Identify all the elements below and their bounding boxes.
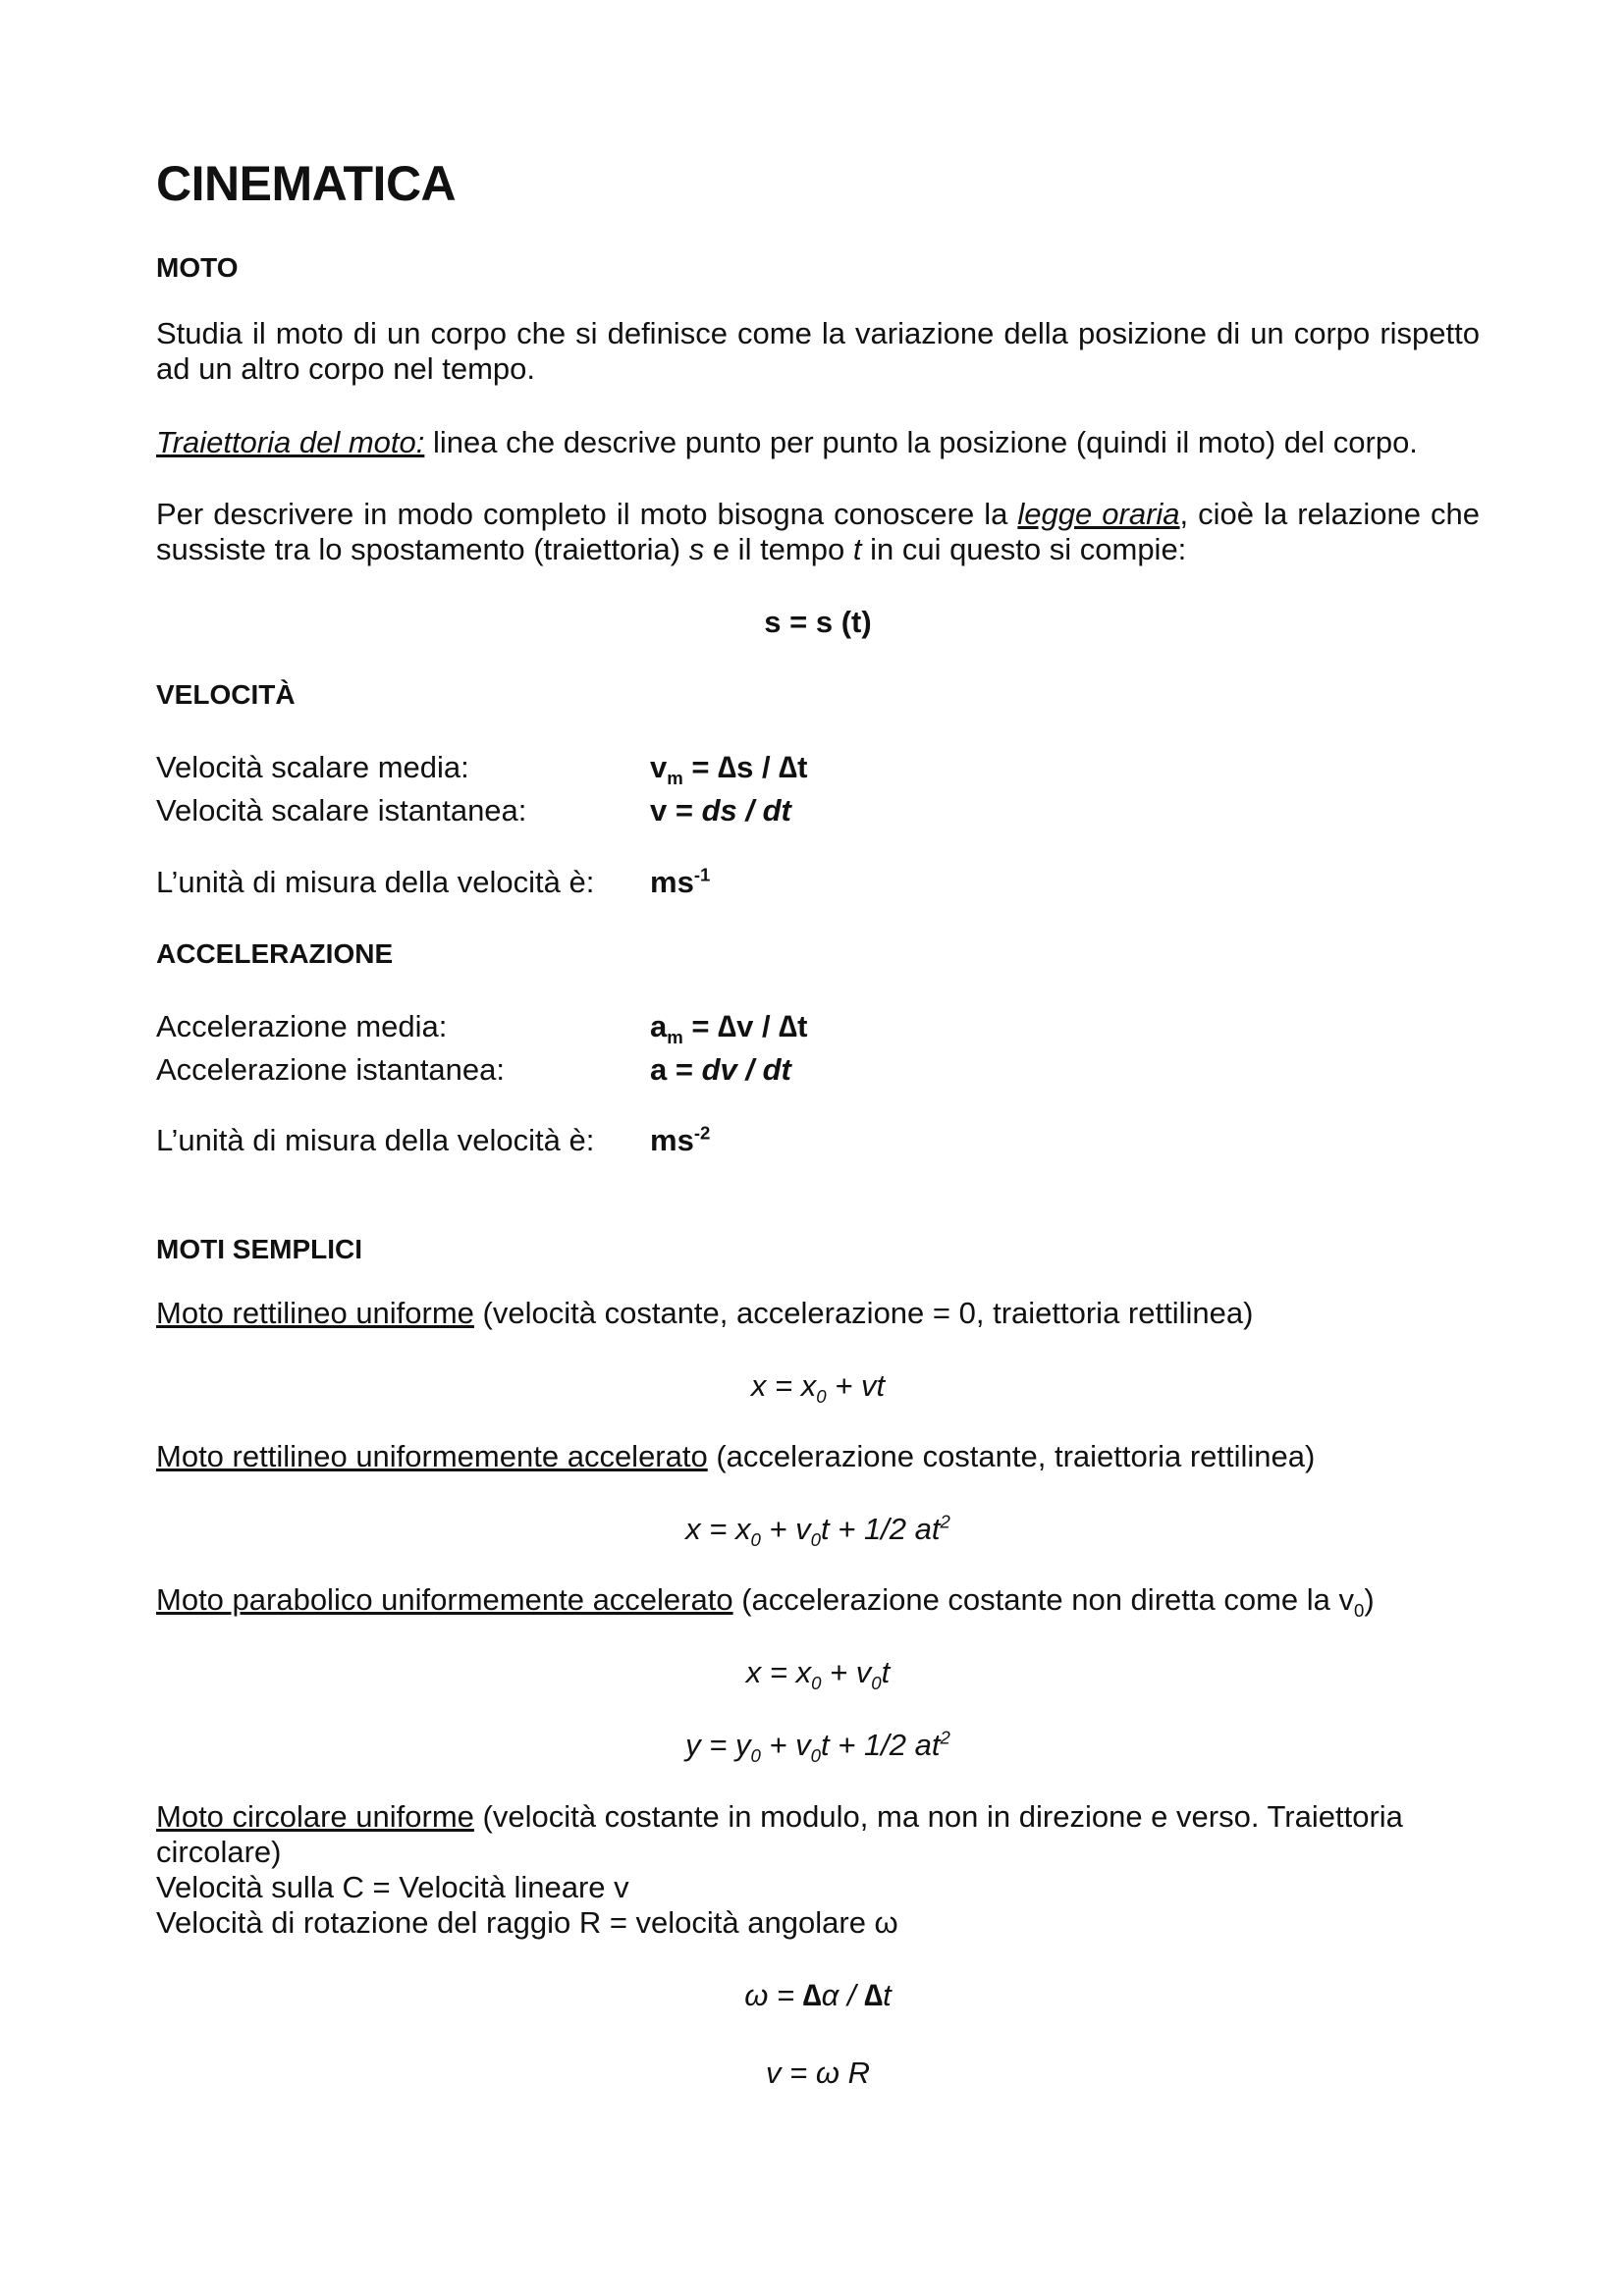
formula-v: v xyxy=(650,750,668,784)
moto-rettilineo-accelerato-formula xyxy=(156,1511,1480,1551)
moto-parabolico-line xyxy=(156,1582,1375,1622)
traiettoria-paragraph xyxy=(156,425,1418,460)
moto-parabolico-formula-x xyxy=(156,1655,1480,1694)
formula-sup: 2 xyxy=(940,1727,950,1748)
moto-rettilineo-accelerato-line xyxy=(156,1439,1315,1474)
legge-text-mid1: , cioè la relazione che sussiste tra lo spostamento (traiettoria) xyxy=(156,497,1481,566)
moto-type-label: Moto circolare uniforme xyxy=(156,1799,474,1834)
formula-rest: = ∆s / ∆t xyxy=(682,750,808,784)
moto-intro-paragraph: Studia il moto di un corpo che si definisce come la variazione della posizione di un corpo rispetto ad un altro corpo nel tempo. xyxy=(156,316,1480,386)
legge-var-s: s xyxy=(688,532,705,566)
legge-var-t: t xyxy=(852,532,862,566)
formula-sub-m: m xyxy=(667,768,683,789)
moto-type-description: (velocità costante in modulo, ma non in direzione e verso. Traiettoria circolare) xyxy=(156,1799,1403,1869)
velocita-angolare-line: Velocità di rotazione del raggio R = velocità angolare ω xyxy=(156,1905,898,1940)
velocita-istantanea-label: Velocità scalare istantanea: xyxy=(156,793,527,828)
formula-sub-m: m xyxy=(667,1027,683,1048)
accelerazione-unit-label: L’unità di misura della velocità è: xyxy=(156,1123,595,1157)
formula-sup: 2 xyxy=(940,1511,950,1532)
unit-base: ms xyxy=(650,865,694,899)
velocita-unit-value xyxy=(650,865,710,900)
description-end: ) xyxy=(1364,1582,1375,1617)
formula-pre: v = xyxy=(650,793,702,828)
section-heading-moto: MOTO xyxy=(156,252,239,283)
formula-part: + v xyxy=(821,1655,872,1689)
formula-sub: 0 xyxy=(750,1745,761,1767)
legge-text-mid2: e il tempo xyxy=(704,532,853,566)
formula-part: x = x xyxy=(685,1512,751,1546)
formula-part: + vt xyxy=(826,1368,886,1403)
v-omega-r-formula: v = ω R xyxy=(766,2056,870,2090)
moto-type-label: Moto parabolico uniformemente accelerato xyxy=(156,1582,733,1617)
velocita-media-formula xyxy=(650,750,808,789)
formula-sub: 0 xyxy=(811,1673,822,1694)
velocita-unit-label: L’unità di misura della velocità è: xyxy=(156,865,595,899)
formula-part: x = x xyxy=(745,1655,812,1689)
formula-part: + v xyxy=(760,1728,811,1762)
formula-sub: 0 xyxy=(816,1386,827,1408)
moto-type-description: (accelerazione costante non diretta come la v xyxy=(732,1582,1354,1617)
legge-oraria-term: legge oraria xyxy=(1017,497,1180,531)
formula-part: α / xyxy=(821,1978,865,2012)
page-title: CINEMATICA xyxy=(156,156,457,211)
accelerazione-media-label: Accelerazione media: xyxy=(156,1009,448,1043)
formula-delta: ∆ xyxy=(864,1978,884,2012)
velocita-lineare-line: Velocità sulla C = Velocità lineare v xyxy=(156,1870,629,1904)
formula-sub: 0 xyxy=(810,1745,821,1767)
formula-part: y = y xyxy=(685,1728,751,1762)
moto-circolare-paragraph xyxy=(156,1799,1480,1870)
formula-sub: 0 xyxy=(810,1529,821,1551)
formula-derivative: ds / dt xyxy=(701,793,791,828)
unit-exponent: -1 xyxy=(693,864,711,885)
formula-part: t + 1/2 at xyxy=(821,1512,941,1546)
accelerazione-istantanea-label: Accelerazione istantanea: xyxy=(156,1052,506,1087)
section-heading-velocita: VELOCITÀ xyxy=(156,679,296,710)
formula-delta: ∆ xyxy=(802,1978,822,2012)
legge-oraria-paragraph xyxy=(156,497,1480,567)
formula-sub: 0 xyxy=(750,1529,761,1551)
description-sub: 0 xyxy=(1354,1600,1365,1622)
accelerazione-media-formula xyxy=(650,1009,808,1048)
moto-rettilineo-uniforme-formula xyxy=(156,1368,1480,1408)
formula-part: t xyxy=(881,1655,891,1689)
formula-part: x = x xyxy=(750,1368,817,1403)
formula-part: + v xyxy=(760,1512,811,1546)
formula-pre: a = xyxy=(650,1052,702,1087)
moto-type-description: (accelerazione costante, traiettoria rettilinea) xyxy=(707,1439,1316,1473)
legge-text-pre: Per descrivere in modo completo il moto bisogna conoscere la xyxy=(156,497,1018,531)
formula-sub: 0 xyxy=(871,1673,882,1694)
unit-exponent: -2 xyxy=(693,1122,711,1144)
moto-type-label: Moto rettilineo uniforme xyxy=(156,1296,474,1330)
moto-type-description: (velocità costante, accelerazione = 0, traiettoria rettilinea) xyxy=(473,1296,1254,1330)
formula-rest: = ∆v / ∆t xyxy=(682,1009,808,1043)
legge-oraria-formula: s = s (t) xyxy=(764,605,872,639)
velocita-istantanea-formula xyxy=(650,793,791,828)
moto-parabolico-formula-y xyxy=(156,1727,1480,1767)
legge-text-post: in cui questo si compie: xyxy=(861,532,1187,566)
formula-derivative: dv / dt xyxy=(701,1052,791,1087)
moto-type-label: Moto rettilineo uniformemente accelerato xyxy=(156,1439,708,1473)
formula-part: t xyxy=(883,1978,892,2012)
omega-formula xyxy=(156,1978,1480,2013)
traiettoria-term: Traiettoria del moto: xyxy=(156,425,425,459)
moto-rettilineo-uniforme-line xyxy=(156,1296,1253,1331)
formula-part: ω = xyxy=(744,1978,803,2012)
formula-a: a xyxy=(650,1009,668,1043)
section-heading-accelerazione: ACCELERAZIONE xyxy=(156,938,394,969)
accelerazione-unit-value xyxy=(650,1123,710,1158)
unit-base: ms xyxy=(650,1123,694,1157)
formula-part: t + 1/2 at xyxy=(821,1728,941,1762)
traiettoria-definition: linea che descrive punto per punto la posizione (quindi il moto) del corpo. xyxy=(424,425,1418,459)
section-heading-moti-semplici: MOTI SEMPLICI xyxy=(156,1234,362,1264)
velocita-media-label: Velocità scalare media: xyxy=(156,750,469,784)
accelerazione-istantanea-formula xyxy=(650,1052,791,1088)
